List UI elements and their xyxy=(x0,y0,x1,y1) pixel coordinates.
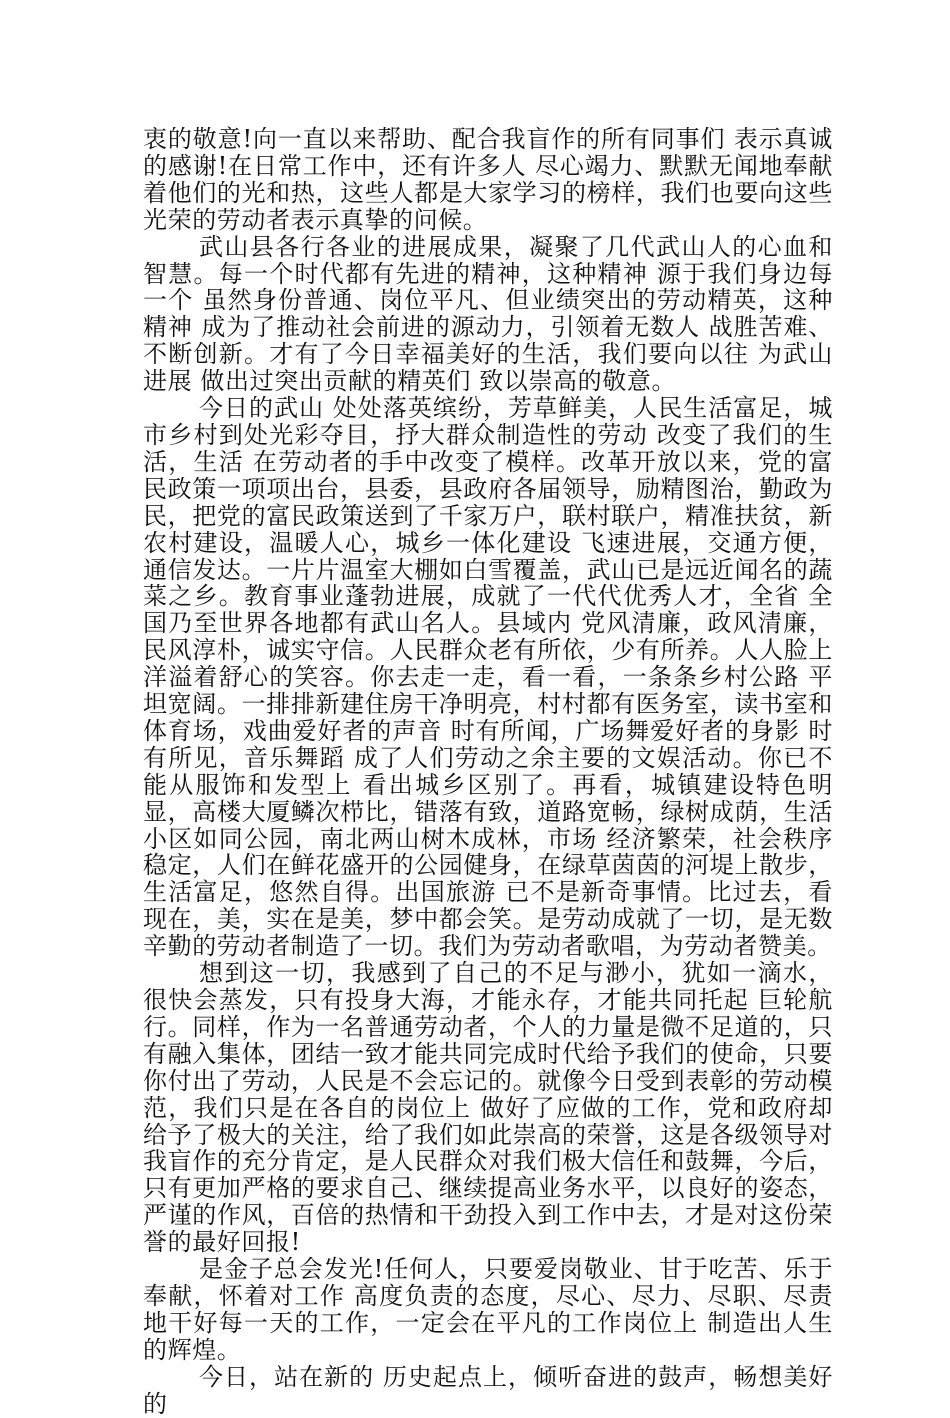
paragraph-6: 今日，站在新的 历史起点上，倾听奋进的鼓声，畅想美好的 xyxy=(143,1362,833,1418)
paragraph-5: 是金子总会发光!任何人，只要爱岗敬业、甘于吃苦、乐于奉献，怀着对工作 高度负责的态度，尽心、尽力、尽职、尽责地干好每一天的工作，一定会在平凡的工作岗位上 制造出人生的辉煌。 xyxy=(143,1255,833,1364)
paragraph-3: 今日的武山 处处落英缤纷，芳草鲜美，人民生活富足，城市乡村到处光彩夺目，抒大群众制造性的劳动 改变了我们的生活，生活 在劳动者的手中改变了模样。改革开放以来，党的富民政策一项项出台，县委，县政府各届领导，励精图治，勤政为民，把党的富民政策送到了千家万户，联村联户，精准扶贫，新农村建设，温暖人心，城乡一体化建设 飞速进展，交通方便，通信发达。一片片温室大棚如白雪覆盖，武山已是远近闻名的蔬菜之乡。教育事业蓬勃进展，成就了一代代优秀人才，全省 全国乃至世界各地都有武山名人。县域内 党风清廉，政风清廉，民风淳朴，诚实守信。人民群众老有所依，少有所养。人人脸上洋溢着舒心的笑容。你去走一走，看一看，一条条乡村公路 平坦宽阔。一排排新建住房干净明亮，村村都有医务室，读书室和体育场，戏曲爱好者的声音 时有所闻，广场舞爱好者的身影 时有所见，音乐舞蹈 成了人们劳动之余主要的文娱活动。你已不能从服饰和发型上 看出城乡区别了。再看，城镇建设特色明显，高楼大厦鳞次栉比，错落有致，道路宽畅，绿树成荫，生活小区如同公园，南北两山树木成林，市场 经济繁荣，社会秩序稳定，人们在鲜花盛开的公园健身，在绿草茵茵的河堤上散步，生活富足，悠然自得。出国旅游 已不是新奇事情。比过去，看现在，美，实在是美，梦中都会笑。是劳动成就了一切，是无数辛勤的劳动者制造了一切。我们为劳动者歌唱，为劳动者赞美。 xyxy=(143,394,833,961)
paragraph-2: 武山县各行各业的进展成果，凝聚了几代武山人的心血和智慧。每一个时代都有先进的精神，这种精神 源于我们身边每一个 虽然身份普通、岗位平凡、但业绩突出的劳动精英，这种精神 成为了推动社会前进的源动力，引领着无数人 战胜苦难、不断创新。才有了今日幸福美好的生活，我们要向以往 为武山进展 做出过突出贡献的精英们 致以崇高的敬意。 xyxy=(143,232,833,396)
document-body xyxy=(143,126,833,1418)
paragraph-1: 衷的敬意!向一直以来帮助、配合我盲作的所有同事们 表示真诚的感谢!在日常工作中，还有许多人 尽心竭力、默默无闻地奉献着他们的光和热，这些人都是大家学习的榜样，我们也要向这些光荣的劳动者表示真挚的问候。 xyxy=(143,125,833,234)
paragraph-4: 想到这一切，我感到了自己的不足与渺小，犹如一滴水，很快会蒸发，只有投身大海，才能永存，才能共同托起 巨轮航行。同样，作为一名普通劳动者，个人的力量是微不足道的，只有融入集体，团结一致才能共同完成时代给予我们的使命，只要你付出了劳动，人民是不会忘记的。就像今日受到表彰的劳动模范，我们只是在各自的岗位上 做好了应做的工作，党和政府却给予了极大的关注，给了我们如此崇高的荣誉，这是各级领导对我盲作的充分肯定，是人民群众对我们极大信任和鼓舞，今后，只有更加严格的要求自己、继续提高业务水平，以良好的姿态，严谨的作风，百倍的热情和干劲投入到工作中去，才是对这份荣誉的最好回报! xyxy=(143,959,833,1257)
